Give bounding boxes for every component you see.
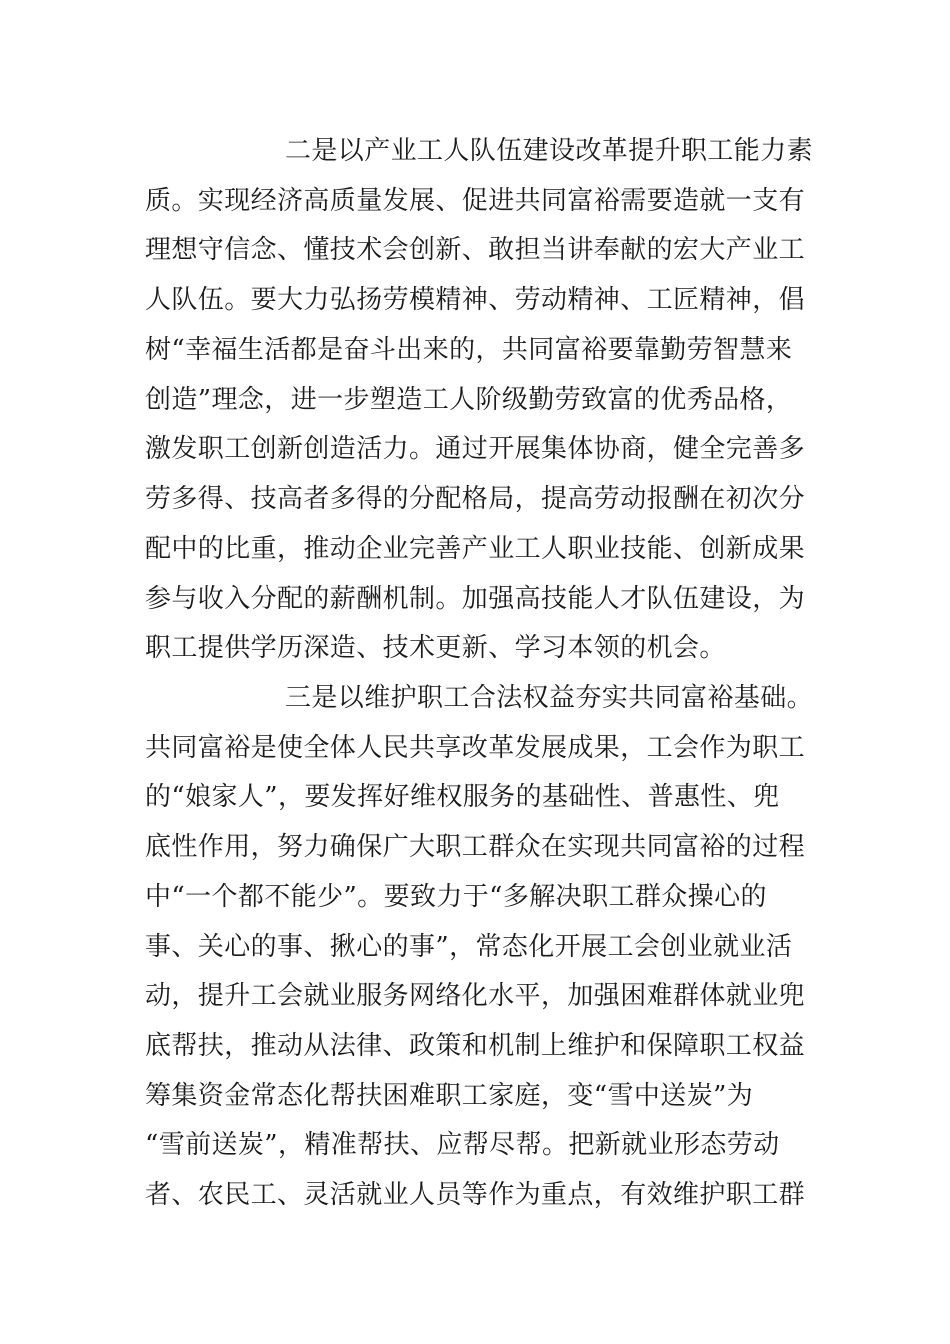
paragraph-2-line-10: “雪前送炭”，精准帮扶、应帮尽帮。把新就业形态劳动 [145,1130,780,1160]
paragraph-1-line-2: 质。实现经济高质量发展、促进共同富裕需要造就一支有 [145,186,806,216]
paragraph-2-line-6: 事、关心的事、揪心的事”，常态化开展工会创业就业活 [145,932,793,962]
paragraph-2-line-7: 动，提升工会就业服务网络化水平，加强困难群体就业兜 [145,981,806,1011]
paragraph-2-line-9: 筹集资金常态化帮扶困难职工家庭，变“雪中送炭”为 [145,1081,754,1111]
paragraph-2-line-1: 三是以维护职工合法权益夯实共同富裕基础。 [285,683,814,713]
paragraph-2-line-4: 底性作用，努力确保广大职工群众在实现共同富裕的过程 [145,832,806,862]
paragraph-1-line-7: 激发职工创新创造活力。通过开展集体协商，健全完善多 [145,434,806,464]
paragraph-2-line-2: 共同富裕是使全体人民共享改革发展成果，工会作为职工 [145,733,806,763]
paragraph-2-line-5: 中“一个都不能少”。要致力于“多解决职工群众操心的 [145,882,767,912]
paragraph-1-line-6: 创造”理念，进一步塑造工人阶级勤劳致富的优秀品格， [145,385,793,415]
paragraph-2-line-11: 者、农民工、灵活就业人员等作为重点，有效维护职工群 [145,1180,806,1210]
paragraph-1-line-4: 人队伍。要大力弘扬劳模精神、劳动精神、工匠精神，倡 [145,285,806,315]
paragraph-2-line-8: 底帮扶，推动从法律、政策和机制上维护和保障职工权益 [145,1031,806,1061]
paragraph-2-line-3: 的“娘家人”，要发挥好维权服务的基础性、普惠性、兜 [145,782,780,812]
paragraph-1-line-1: 二是以产业工人队伍建设改革提升职工能力素 [285,136,814,166]
paragraph-1-line-8: 劳多得、技高者多得的分配格局，提高劳动报酬在初次分 [145,484,806,514]
paragraph-1-line-5: 树“幸福生活都是奋斗出来的，共同富裕要靠勤劳智慧来 [145,335,793,365]
paragraph-1-line-10: 参与收入分配的薪酬机制。加强高技能人才队伍建设，为 [145,584,806,614]
paragraph-1-line-9: 配中的比重，推动企业完善产业工人职业技能、创新成果 [145,534,806,564]
paragraph-1-line-11: 职工提供学历深造、技术更新、学习本领的机会。 [145,633,726,663]
paragraph-1-line-3: 理想守信念、懂技术会创新、敢担当讲奉献的宏大产业工 [145,235,806,265]
